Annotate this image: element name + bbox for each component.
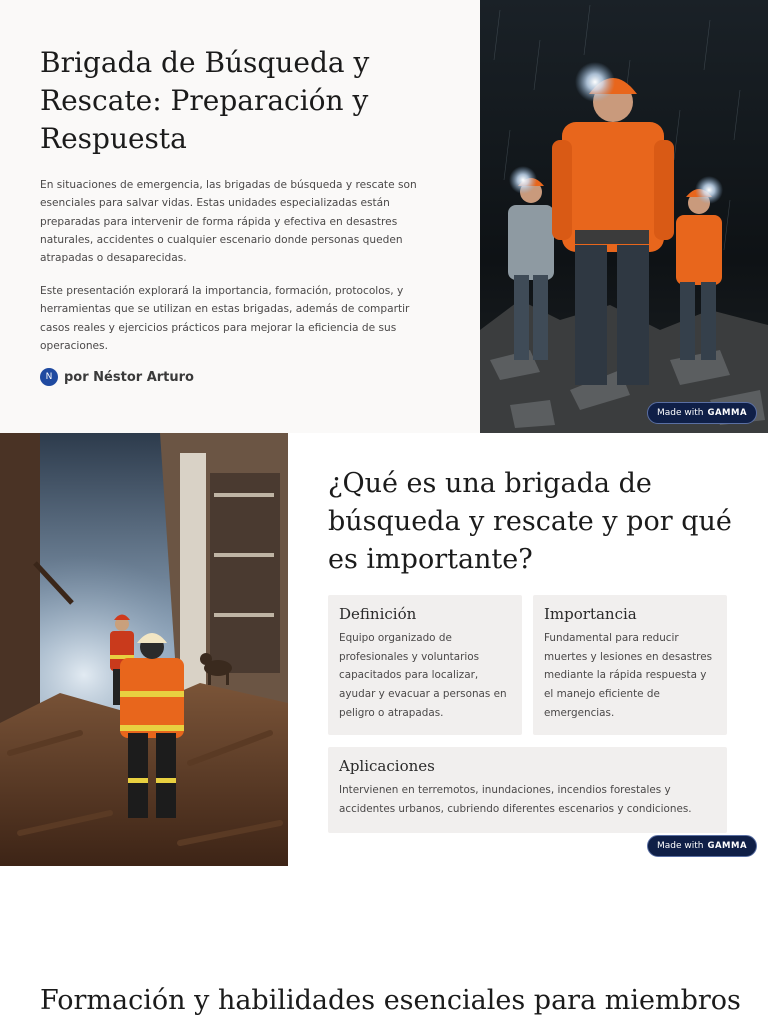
badge-prefix: Made with xyxy=(656,408,704,418)
slide-title: ¿Qué es una brigada de búsqueda y rescate y por qué es importante? xyxy=(328,468,732,575)
card-body: Fundamental para reducir muertes y lesiones en desastres mediante la rápida respuesta y el manejo eficiente de emergencias. xyxy=(544,632,713,719)
card-title: Definición xyxy=(339,605,417,623)
made-with-gamma-badge[interactable] xyxy=(647,402,757,424)
definition-card xyxy=(328,595,522,735)
made-with-gamma-badge[interactable] xyxy=(647,835,757,857)
slide-title: Formación y habilidades esenciales para miembros xyxy=(40,985,741,1016)
applications-card xyxy=(328,747,727,833)
gamma-logo: GAMMA xyxy=(707,841,748,851)
intro-paragraph: En situaciones de emergencia, las brigadas de búsqueda y rescate son esenciales para salvar vidas. Estas unidades especializadas están preparadas para intervenir de forma rápida y efectiva en desastres naturales, accidentes o cualquier escenario donde personas queden atrapadas o desaparecidas. xyxy=(40,179,417,265)
card-title: Importancia xyxy=(544,605,637,623)
card-body: Equipo organizado de profesionales y voluntarios capacitados para localizar, ayudar y evacuar a personas en peligro o atrapadas. xyxy=(339,632,507,719)
collapsed-building-image xyxy=(0,433,288,866)
gamma-logo: GAMMA xyxy=(707,408,748,418)
author-name: por Néstor Arturo xyxy=(64,369,194,385)
card-body: Intervienen en terremotos, inundaciones, incendios forestales y accidentes urbanos, cubriendo diferentes escenarios y condiciones. xyxy=(339,784,692,815)
rescue-team-night-image xyxy=(480,0,768,433)
author-byline xyxy=(40,368,194,386)
card-title: Aplicaciones xyxy=(339,757,435,775)
slide-title: Brigada de Búsqueda y Rescate: Preparación y Respuesta xyxy=(40,46,370,155)
author-avatar: N xyxy=(40,368,58,386)
importance-card xyxy=(533,595,727,735)
slide-definition xyxy=(288,433,768,866)
badge-prefix: Made with xyxy=(656,841,704,851)
overview-paragraph: Este presentación explorará la importancia, formación, protocolos, y herramientas que se utilizan en estas brigadas, además de compartir casos reales y ejercicios prácticos para mejorar la eficiencia de sus operaciones. xyxy=(40,285,410,352)
